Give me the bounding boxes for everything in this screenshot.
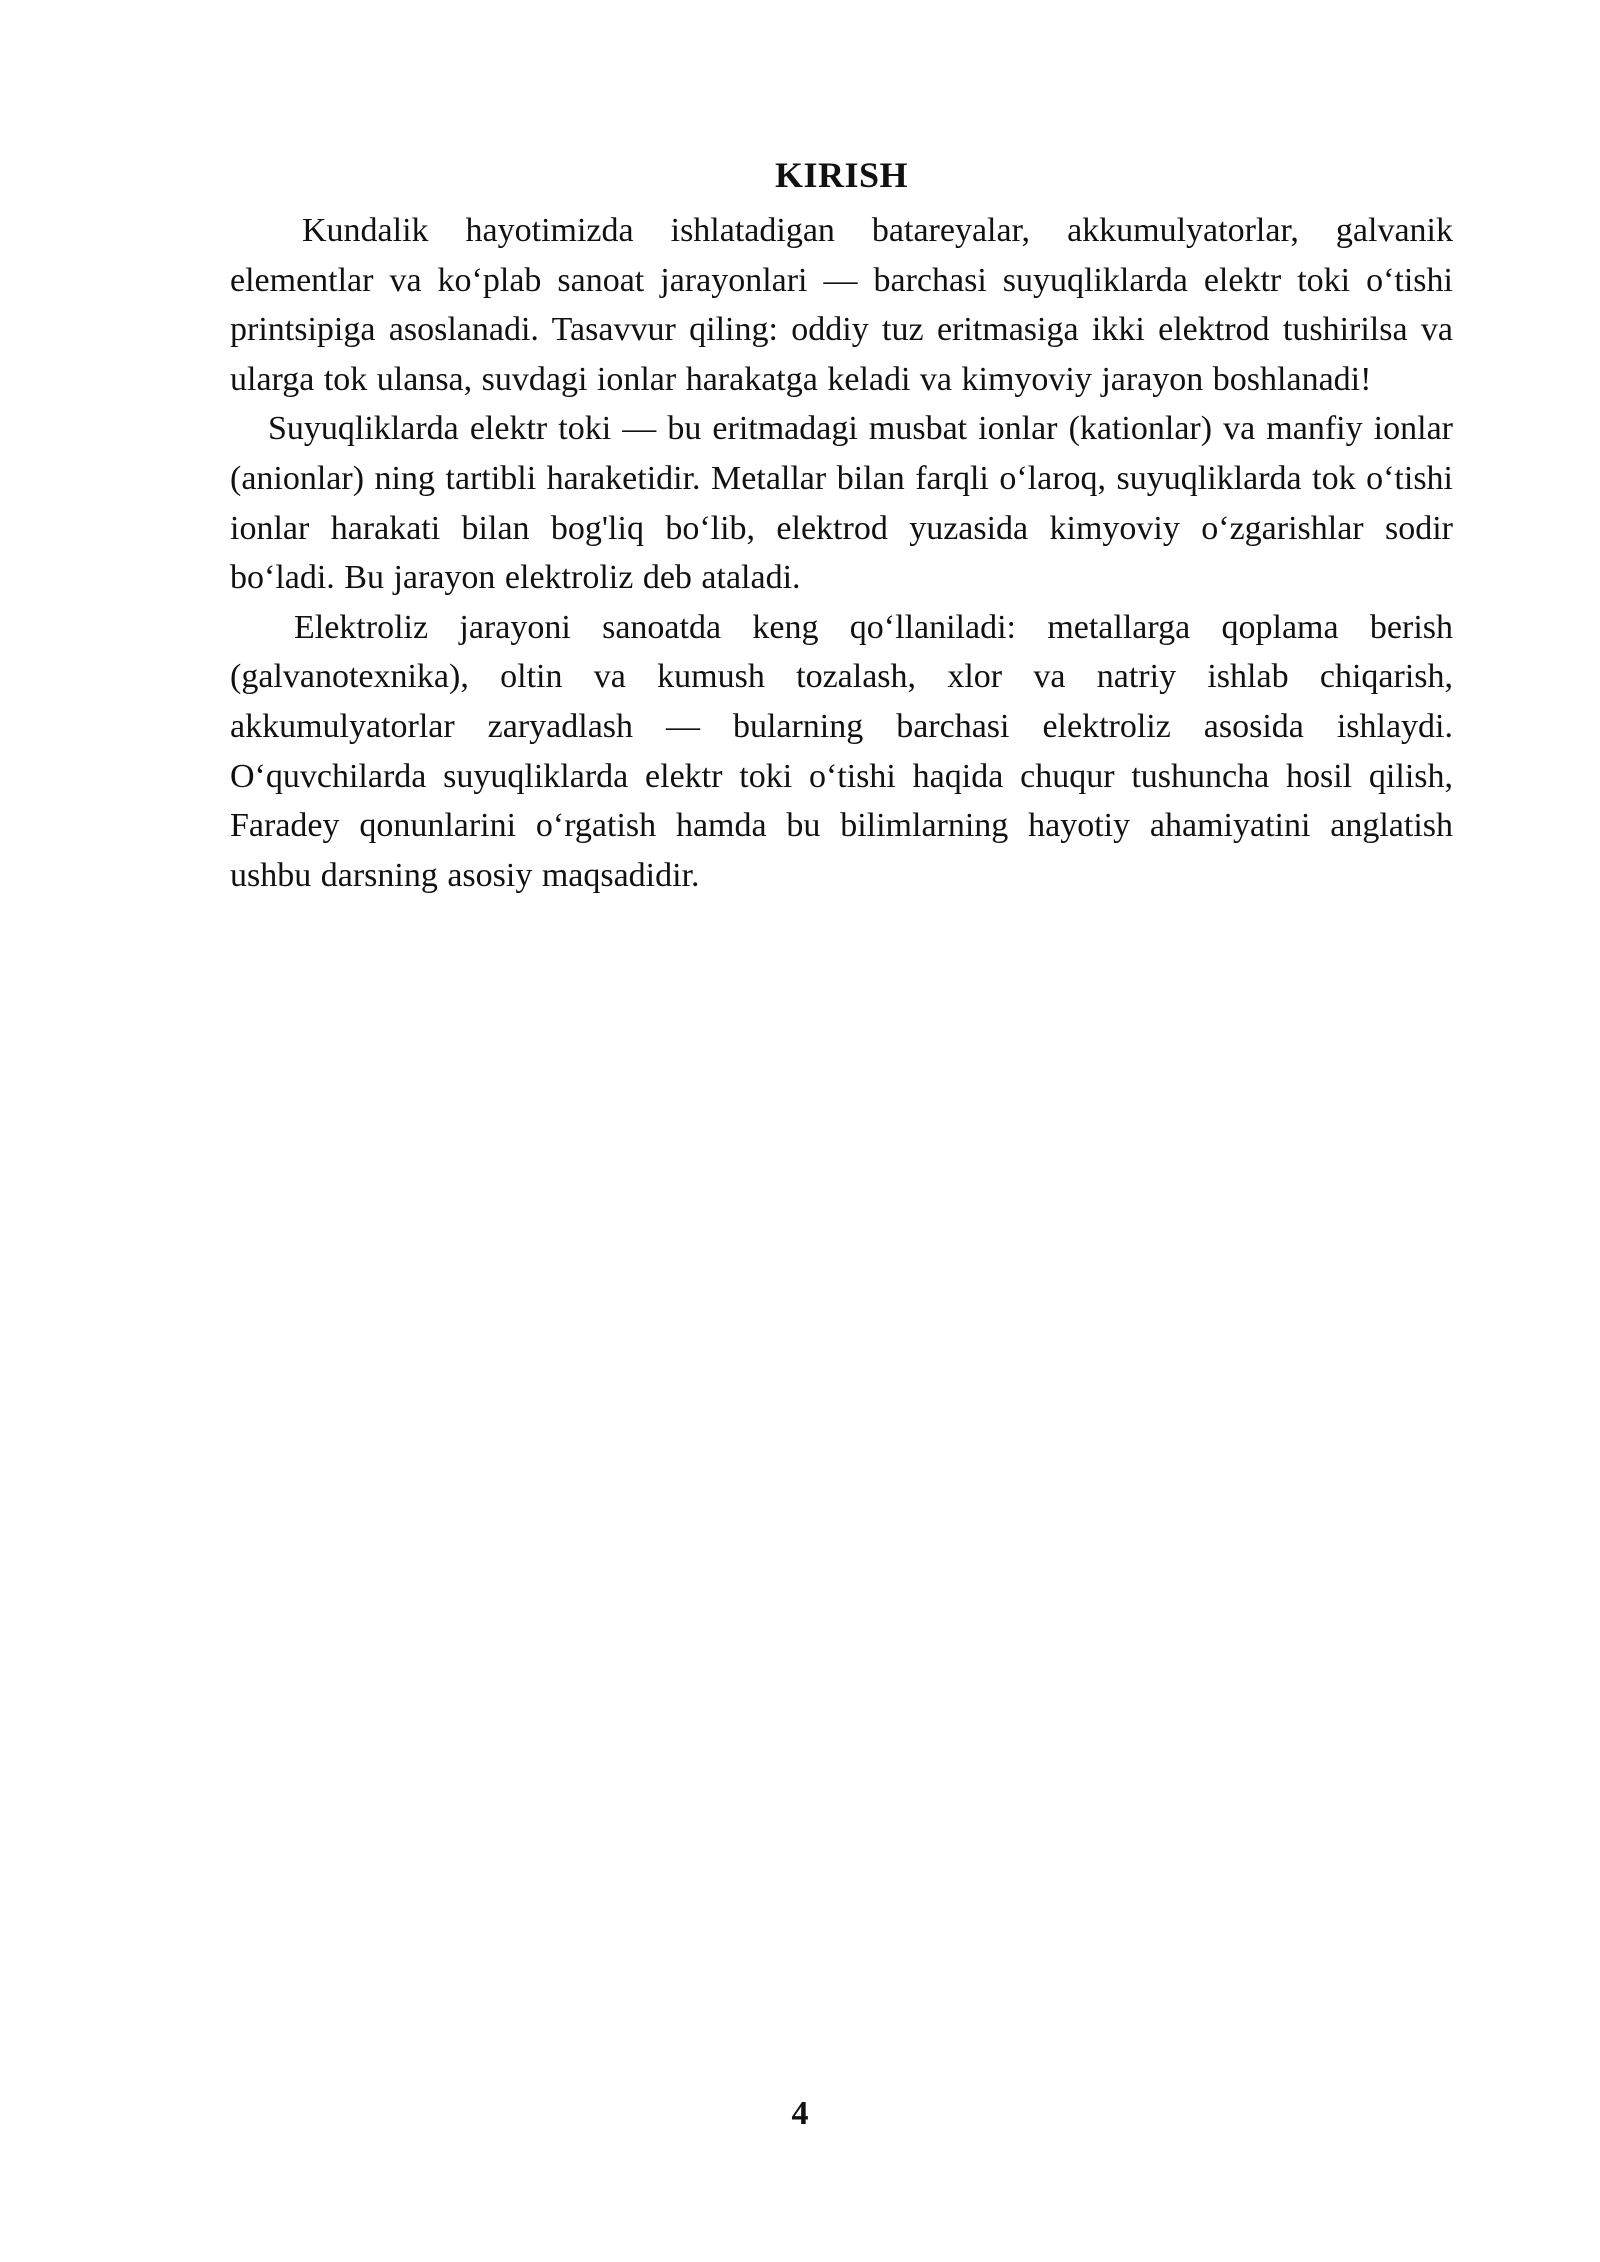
page-number: 4: [791, 2095, 809, 2132]
paragraph-1: Kundalik hayotimizda ishlatadigan batareyalar, akkumulyatorlar, galvanik elementlar va ko‘plab sanoat jarayonlari — barchasi suyuqliklarda elektr toki o‘tishi printsipiga asoslanadi. Tasavvur qiling: oddiy tuz eritmasiga ikki elektrod tushirilsa va ularga tok ulansa, suvdagi ionlar harakatga keladi va kimyoviy jarayon boshlanadi!: [230, 212, 1453, 398]
page-content: [230, 148, 1453, 900]
paragraph-2: Suyuqliklarda elektr toki — bu eritmadagi musbat ionlar (kationlar) va manfiy ionlar (anionlar) ning tartibli haraketidir. Metallar bilan farqli o‘laroq, suyuqliklarda tok o‘tishi ionlar harakati bilan bog'liq bo‘lib, elektrod yuzasida kimyoviy o‘zgarishlar sodir bo‘ladi. Bu jarayon elektroliz deb ataladi.: [230, 410, 1453, 597]
paragraph-3: Elektroliz jarayoni sanoatda keng qo‘llaniladi: metallarga qoplama berish (galvanotexnika), oltin va kumush tozalash, xlor va natriy ishlab chiqarish, akkumulyatorlar zaryadlash — bularning barchasi elektroliz asosida ishlaydi. O‘quvchilarda suyuqliklarda elektr toki o‘tishi haqida chuqur tushuncha hosil qilish, Faradey qonunlarini o‘rgatish hamda bu bilimlarning hayotiy ahamiyatini anglatish ushbu darsning asosiy maqsadidir.: [230, 608, 1453, 894]
section-title: KIRISH: [774, 155, 909, 195]
